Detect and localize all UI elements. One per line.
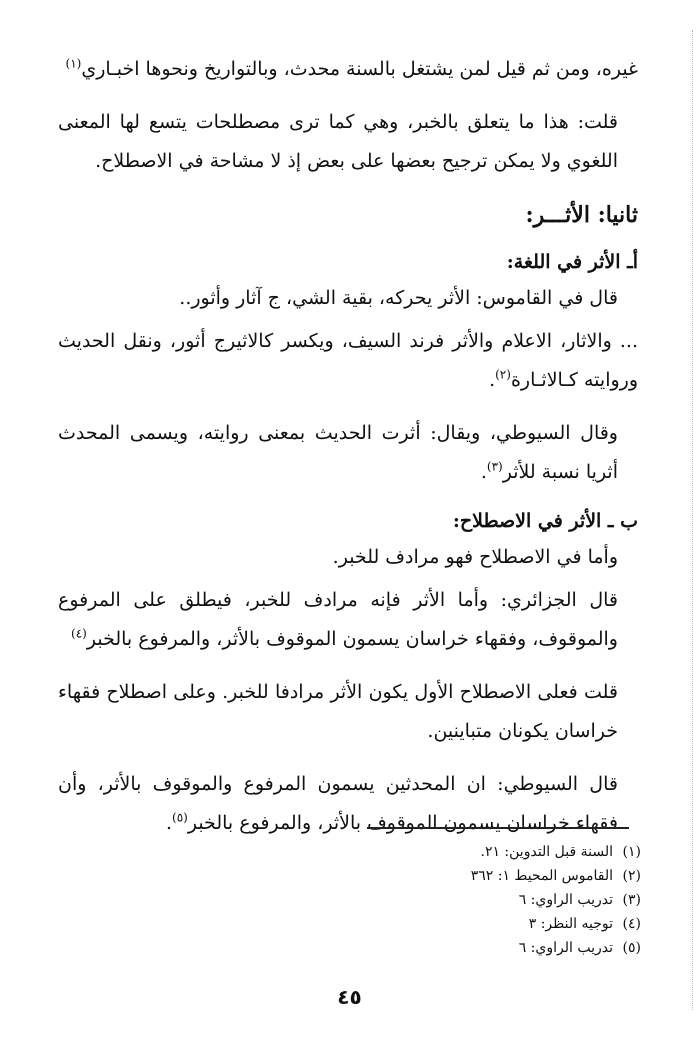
footnote-separator (367, 827, 629, 829)
footnote-text: توجيه النظر: ٣ (528, 916, 613, 932)
footnote-number: (٢) (622, 868, 641, 884)
footnote-3 (321, 888, 641, 912)
subheading-istilah: ب ـ الأثر في الاصطلاح: (452, 510, 638, 532)
footnotes (321, 840, 641, 960)
paragraph-4 (58, 322, 638, 400)
footnote-text: تدريب الراوي: ٦ (518, 892, 613, 908)
footnote-ref-5: (٥) (172, 810, 188, 825)
paragraph-1-text: غيره، ومن ثم قيل لمن يشتغل بالسنة محدث، وبالتواريخ ونحوها اخبـاري (81, 58, 638, 80)
page-body (58, 50, 638, 857)
footnote-4 (321, 912, 641, 936)
paragraph-7 (58, 581, 638, 659)
footnote-number: (١) (622, 844, 641, 860)
page-number: ٤٥ (337, 985, 362, 1009)
paragraph-3: قال في القاموس: الأثر يحركه، بقية الشي، ج آثار وأثور.. (179, 287, 618, 309)
footnote-ref-4: (٤) (71, 626, 87, 641)
section-heading-athar: ثانيا: الأثـــر: (525, 202, 638, 228)
footnote-number: (٣) (622, 892, 641, 908)
footnote-text: تدريب الراوي: ٦ (518, 940, 613, 956)
footnote-ref-2: (٢) (495, 367, 511, 382)
paragraph-5-period: . (480, 461, 487, 483)
footnote-5 (321, 936, 641, 960)
paragraph-4-period: . (489, 369, 496, 391)
footnote-ref-1: (١) (65, 56, 82, 71)
paragraph-2: قلت: هذا ما يتعلق بالخبر، وهي كما ترى مصطلحات يتسع لها المعنى اللغوي ولا يمكن ترجيح بعضها على بعض إذ لا مشاحة في الاصطلاح. (58, 111, 618, 172)
paragraph-1 (58, 50, 638, 89)
paragraph-9-period: . (165, 812, 173, 834)
footnote-ref-3: (٣) (486, 459, 503, 474)
footnote-2 (321, 864, 641, 888)
page-edge-dots (690, 30, 693, 1010)
footnote-number: (٥) (622, 940, 641, 956)
paragraph-5 (58, 414, 638, 492)
footnote-text: القاموس المحيط ١: ٣٦٢ (470, 868, 613, 884)
paragraph-9-text: قال السيوطي: ان المحدثين يسمون المرفوع والموقوف بالأثر، وأن فقهاء خراسان يسمون الموقوف بالأثر، والمرفوع بالخبر (58, 773, 618, 834)
subheading-lugha: أـ الأثر في اللغة: (506, 251, 638, 273)
paragraph-5-text: وقال السيوطي، ويقال: أثرت الحديث بمعنى روايته، ويسمى المحدث أثريا نسبة للأثر (58, 422, 618, 483)
footnote-1 (321, 840, 641, 864)
paragraph-9 (58, 765, 638, 843)
paragraph-6: وأما في الاصطلاح فهو مرادف للخبر. (332, 546, 618, 568)
paragraph-4-text: ... والاثار، الاعلام والأثر فرند السيف، ويكسر كالاثيرج أثور، ونقل الحديث وروايته كـالاثـارة (58, 330, 638, 391)
paragraph-7-text: قال الجزائري: وأما الأثر فإنه مرادف للخبر، فيطلق على المرفوع والموقوف، وفقهاء خراسان يسمون الموقوف بالأثر، والمرفوع بالخبر (58, 589, 618, 650)
paragraph-8: قلت فعلى الاصطلاح الأول يكون الأثر مرادفا للخبر. وعلى اصطلاح فقهاء خراسان يكونان متباينين. (58, 681, 618, 742)
footnote-number: (٤) (622, 916, 641, 932)
footnote-text: السنة قبل التدوين: ٢١. (480, 844, 613, 860)
